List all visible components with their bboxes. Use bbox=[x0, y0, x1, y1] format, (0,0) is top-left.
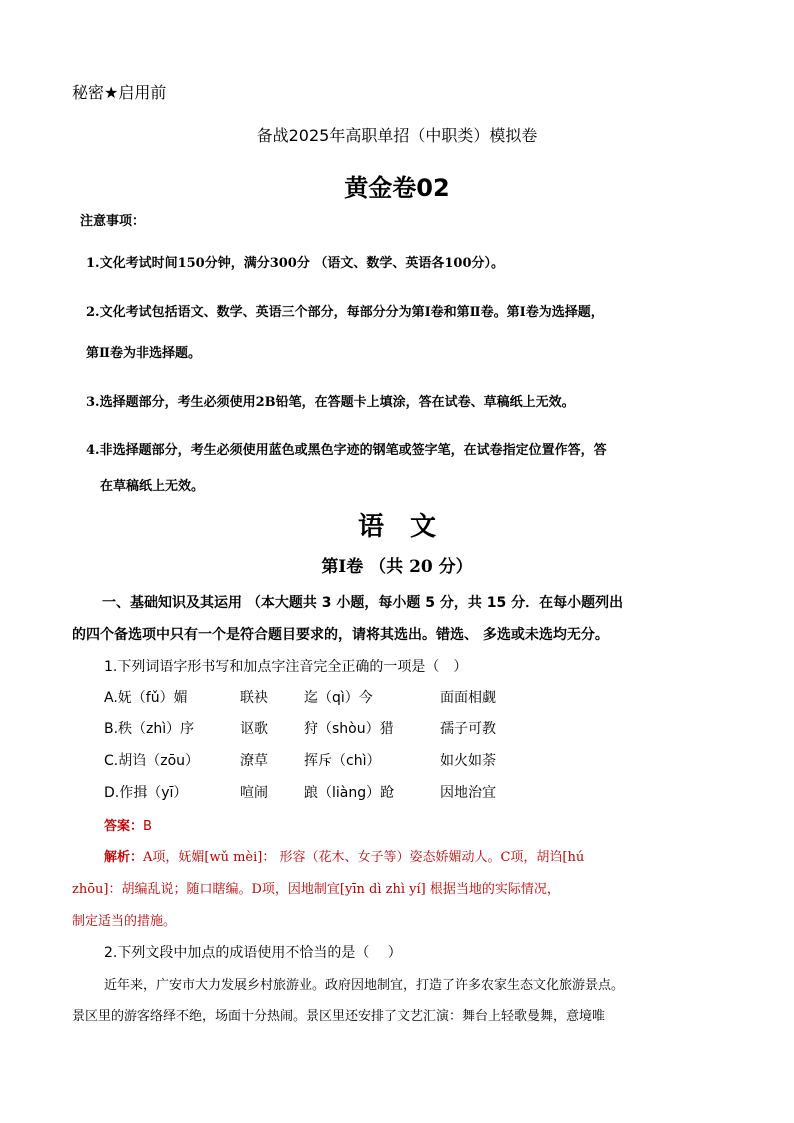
notice-item-2-line-2: 第Ⅱ卷为非选择题。 bbox=[86, 346, 201, 361]
q1-option-c-word-4: 如火如荼 bbox=[440, 753, 496, 769]
question-1-stem: 1.下列词语字形书写和加点字注音完全正确的一项是（ ） bbox=[104, 659, 468, 675]
notice-item-3: 3.选择题部分，考生必须使用2B铅笔，在答题卡上填涂，答在试卷、草稿纸上无效。 bbox=[86, 395, 575, 410]
answer-value: B bbox=[143, 819, 152, 834]
q1-option-a-word-2: 联袂 bbox=[240, 690, 268, 706]
notice-item-1: 1.文化考试时间150分钟，满分300分 （语文、数学、英语各100分）。 bbox=[86, 256, 505, 271]
q1-option-a-word-4: 面面相觑 bbox=[440, 690, 496, 706]
q1-option-c: C.胡诌（zōu） bbox=[104, 753, 200, 769]
notice-item-4-line-1: 4.非选择题部分，考生必须使用蓝色或黑色字迹的钢笔或签字笔，在试卷指定位置作答，答 bbox=[86, 443, 607, 458]
exam-subtitle: 备战2025年高职单招（中职类）模拟卷 bbox=[256, 126, 538, 145]
notice-heading: 注意事项： bbox=[80, 214, 146, 229]
notice-item-2-line-1: 2.文化考试包括语文、数学、英语三个部分，每部分分为第Ⅰ卷和第Ⅱ卷。第Ⅰ卷为选择题， bbox=[86, 305, 604, 320]
q2-passage-line-1: 近年来，广安市大力发展乡村旅游业。政府因地制宜，打造了许多农家生态文化旅游景点。 bbox=[104, 978, 625, 993]
q1-answer bbox=[104, 815, 152, 834]
q1-analysis-line-1 bbox=[104, 846, 584, 865]
q1-option-c-word-3: 挥斥（chì） bbox=[304, 753, 381, 769]
q1-option-b-word-4: 孺子可教 bbox=[440, 721, 496, 737]
q1-analysis-line-2: zhōu]：胡编乱说；随口瞎编。D项，因地制宜[yīn dì zhì yí] 根据当地的实际情况， bbox=[72, 882, 560, 897]
secret-label: 秘密★启用前 bbox=[72, 83, 167, 102]
q1-option-b-word-2: 讴歌 bbox=[240, 721, 268, 737]
q1-option-d: D.作揖（yī） bbox=[104, 785, 188, 801]
subject-title: 语 文 bbox=[357, 512, 436, 542]
q1-option-b: B.秩（zhì）序 bbox=[104, 721, 195, 737]
q1-option-d-word-4: 因地治宜 bbox=[440, 785, 496, 801]
exam-title: 黄金卷02 bbox=[344, 174, 450, 202]
notice-item-4-line-2: 在草稿纸上无效。 bbox=[100, 479, 205, 494]
analysis-text-1: A项，妩媚[wǔ mèi]： 形容（花木、女子等）姿态娇媚动人。C项，胡诌[hú bbox=[143, 850, 585, 865]
analysis-label: 解析： bbox=[104, 850, 144, 865]
section-1-heading-line-1: 一、基础知识及其运用 （本大题共 3 小题，每小题 5 分，共 15 分．在每小题列出 bbox=[102, 595, 624, 611]
q1-option-a-word-3: 迄（qì）今 bbox=[304, 690, 373, 706]
q1-option-c-word-2: 潦草 bbox=[240, 753, 268, 769]
q1-option-a: A.妩（fǔ）媚 bbox=[104, 690, 188, 706]
q1-option-b-word-3: 狩（shòu）猎 bbox=[304, 721, 394, 737]
q1-option-d-word-3: 踉（liàng）跄 bbox=[304, 785, 395, 801]
q1-option-d-word-2: 喧闹 bbox=[240, 785, 268, 801]
answer-label: 答案： bbox=[104, 819, 144, 834]
question-2-stem: 2.下列文段中加点的成语使用不恰当的是（ ） bbox=[104, 945, 402, 961]
q1-analysis-line-3: 制定适当的措施。 bbox=[72, 914, 177, 929]
part-title: 第Ⅰ卷 （共 20 分） bbox=[321, 557, 473, 577]
section-1-heading-line-2: 的四个备选项中只有一个是符合题目要求的，请将其选出。错选、 多选或未选均无分。 bbox=[72, 627, 609, 643]
q2-passage-line-2: 景区里的游客络绎不绝，场面十分热闹。景区里还安排了文艺汇演：舞台上轻歌曼舞，意境唯 bbox=[72, 1009, 606, 1024]
